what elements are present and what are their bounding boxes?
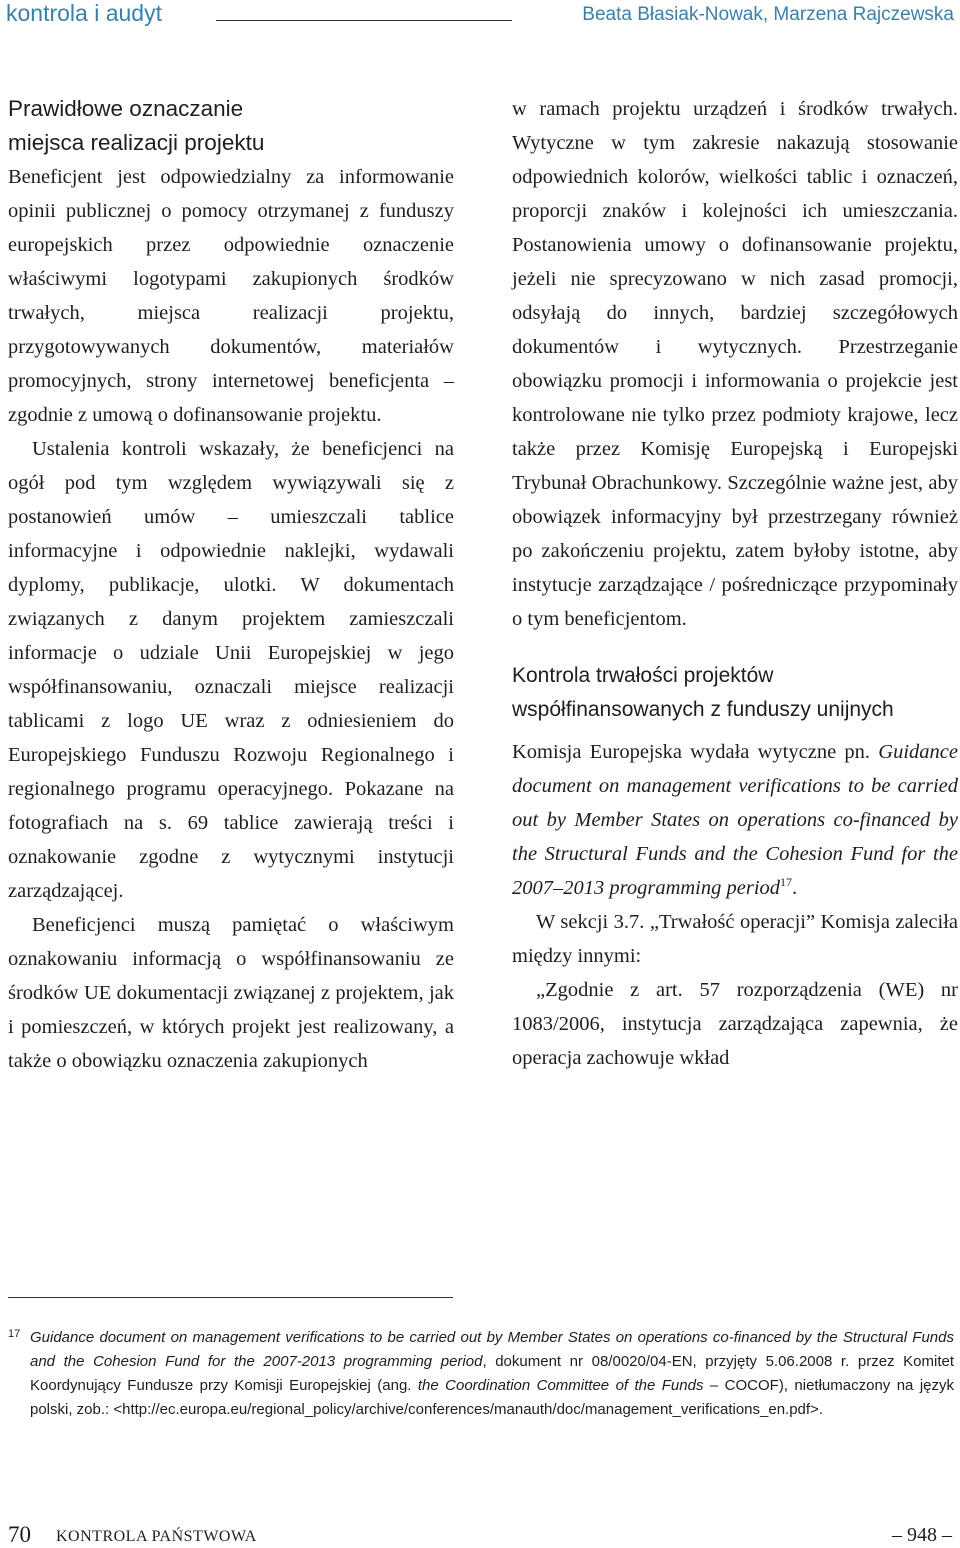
paragraph: Beneficjenci muszą pamiętać o właściwym oznakowaniu informacją o współfinansowaniu ze środków UE dokumentacji związanej z projektem, jak i pomieszczeń, w których projekt jest realizowany, a także o obowiązku oznaczenia zakupionych: [8, 914, 454, 1072]
heading-text: Kontrola trwałości projektów współfinansowanych z funduszy unijnych: [512, 664, 894, 721]
footnote-text: [30, 1326, 954, 1422]
paragraph-text: Komisja Europejska wydała wytyczne pn.: [512, 741, 879, 763]
footnote-title: Guidance document on management verifications to be carried out by Member States on operations co-financed by the Structural Funds and the Cohesion Fund for the 2007-2013 programming period: [30, 1329, 954, 1370]
header-rule: [216, 20, 512, 21]
footnote-reference[interactable]: 17: [780, 875, 793, 889]
paragraph: Ustalenia kontroli wskazały, że beneficjenci na ogół pod tym względem wywiązywali się z postanowień umów – umieszczali tablice informacyjne i odpowiednie naklejki, wydawali dyplomy, publikacje, ulotki. W dokumentach związanych z danym projektem zamieszczali informacje o udziale Unii Europejskiej w jego współfinansowaniu, oznaczali miejsce realizacji tablicami z logo UE wraz z odniesieniem do Europejskiego Funduszu Rozwoju Regionalnego i regionalnego programu operacyjnego. Pokazane na fotografiach na s. 69 tablice zawierają treści i oznakowanie zgodne z wytycznymi instytucji zarządzającej.: [8, 438, 454, 902]
left-column: [8, 92, 454, 1078]
section-title: kontrola i audyt: [6, 0, 162, 26]
footnote-number: 17: [8, 1328, 21, 1340]
paragraph-text: .: [792, 877, 798, 899]
paragraph: Beneficjent jest odpowiedzialny za informowanie opinii publicznej o pomocy otrzymanej z funduszy europejskich przez odpowiednie oznaczenie właściwymi logotypami zakupionych środków trwałych, miejsca realizacji projektu, przygotowywanych dokumentów, materiałów promocyjnych, strony internetowej beneficjenta – zgodnie z umową o dofinansowanie projektu.: [8, 166, 454, 426]
right-column: [512, 92, 958, 1075]
page-footer: [8, 1522, 952, 1548]
magazine-title: KONTROLA PAŃSTWOWA: [56, 1528, 257, 1545]
footnote-body: , dokument nr 08/0020/04-EN, przyjęty 5.06.2008 r. przez Komitet Koordynujący Fundusze przy Komisji Europejskiej (ang.: [30, 1353, 954, 1394]
heading-text: Prawidłowe oznaczanie miejsca realizacji projektu: [8, 96, 265, 155]
footnote: [8, 1326, 954, 1422]
issue-number: – 948 –: [892, 1524, 952, 1546]
paragraph: [512, 735, 958, 905]
document-title: Guidance document on management verifications to be carried out by Member States on operations co-financed by the Structural Funds and the Cohesion Fund for the 2007–2013 programming period: [512, 741, 958, 899]
page-header: [6, 0, 954, 30]
section-heading-durability: [512, 659, 958, 727]
footnote-body[interactable]: – COCOF), nietłumaczony na język polski, zob.: <http://ec.europa.eu/regional_policy/archive/conferences/manauth/doc/management_verifications_en.pdf>.: [30, 1377, 954, 1418]
page-number: 70: [8, 1522, 31, 1547]
paragraph: W sekcji 3.7. „Trwałość operacji” Komisja zaleciła między innymi:: [512, 911, 958, 967]
footnote-rule: [8, 1297, 453, 1298]
section-heading-marking: [8, 92, 454, 160]
footnote-committee: the Coordination Committee of the Funds: [417, 1377, 704, 1394]
authors: Beata Błasiak-Nowak, Marzena Rajczewska: [582, 4, 954, 25]
paragraph: w ramach projektu urządzeń i środków trwałych. Wytyczne w tym zakresie nakazują stosowanie odpowiednich kolorów, wielkości tablic i oznaczeń, proporcji znaków i kolejności ich umieszczania. Postanowienia umowy o dofinansowanie projektu, jeżeli nie sprecyzowano w nich zasad promocji, odsyłają do innych, bardziej szczegółowych dokumentów i wytycznych. Przestrzeganie obowiązku promocji i informowania o projekcie jest kontrolowane nie tylko przez podmioty krajowe, lecz także przez Komisję Europejską i Europejski Trybunał Obrachunkowy. Szczególnie ważne jest, aby obowiązek informacyjny był przestrzegany również po zakończeniu projektu, zatem byłoby istotne, aby instytucje zarządzające / pośredniczące przypominały o tym beneficjentom.: [512, 98, 958, 630]
paragraph: „Zgodnie z art. 57 rozporządzenia (WE) nr 1083/2006, instytucja zarządzająca zapewnia, że operacja zachowuje wkład: [512, 979, 958, 1069]
